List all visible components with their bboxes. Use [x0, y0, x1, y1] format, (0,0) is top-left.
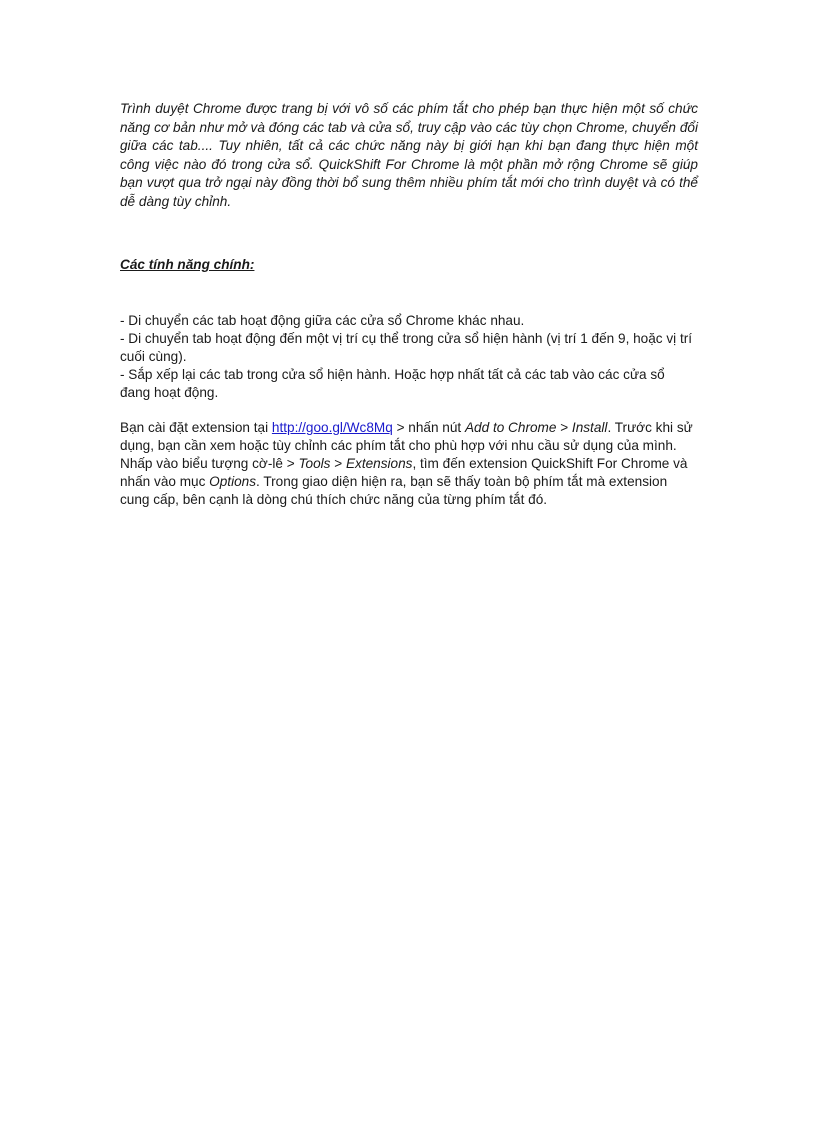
install-text: > nhấn nút [392, 419, 465, 435]
extensions-label: Extensions [345, 455, 413, 471]
intro-paragraph: Trình duyệt Chrome được trang bị với vô số các phím tắt cho phép bạn thực hiện một số chức năng cơ bản như mở và đóng các tab và cửa sổ, truy cập vào các tùy chọn Chrome, chuyển đổi giữa các tab.... Tuy nhiên, tất cả các chức năng này bị giới hạn khi bạn đang thực hiện một công việc nào đó trong cửa sổ. QuickShift For Chrome là một phần mở rộng Chrome sẽ giúp bạn vượt qua trở ngại này đồng thời bổ sung thêm nhiều phím tắt mới cho trình duyệt và có thể dễ dàng tùy chỉnh. [120, 101, 698, 209]
feature-item: - Sắp xếp lại các tab trong cửa sổ hiện hành. Hoặc hợp nhất tất cả các tab vào các cửa sổ đang hoạt động. [120, 367, 665, 401]
document-page [120, 100, 698, 510]
tools-label: Tools [298, 455, 331, 471]
options-label: Options [209, 474, 257, 490]
install-text: . Trong giao diện hiện ra, bạn sẽ thấy toàn bộ phím tắt mà extension cung cấp, bên cạnh là dòng chú thích chức năng của từng phím tắt đó. [120, 474, 668, 508]
feature-item: - Di chuyển các tab hoạt động giữa các cửa sổ Chrome khác nhau. [120, 312, 525, 328]
install-paragraph [120, 419, 698, 510]
install-label: Install [571, 419, 608, 435]
feature-item: - Di chuyển tab hoạt động đến một vị trí cụ thể trong cửa sổ hiện hành (vị trí 1 đến 9, hoặc vị trí cuối cùng). [120, 330, 693, 364]
features-heading: Các tính năng chính: [120, 256, 255, 272]
install-text: , tìm đến extension QuickShift For Chrome và nhấn vào mục [120, 455, 688, 490]
features-list [120, 312, 698, 403]
install-text: Bạn cài đặt extension tại [120, 419, 272, 435]
install-text: . Trước khi sử dụng, bạn cần xem hoặc tùy chỉnh các phím tắt cho phù hợp với nhu cầu sử dụng của mình. Nhấp vào biểu tượng cờ-lê > [120, 419, 693, 471]
install-text: > [330, 455, 346, 471]
extension-link[interactable]: http://goo.gl/Wc8Mq [271, 419, 393, 435]
install-text: > [556, 419, 572, 435]
add-to-chrome-label: Add to Chrome [464, 419, 557, 435]
